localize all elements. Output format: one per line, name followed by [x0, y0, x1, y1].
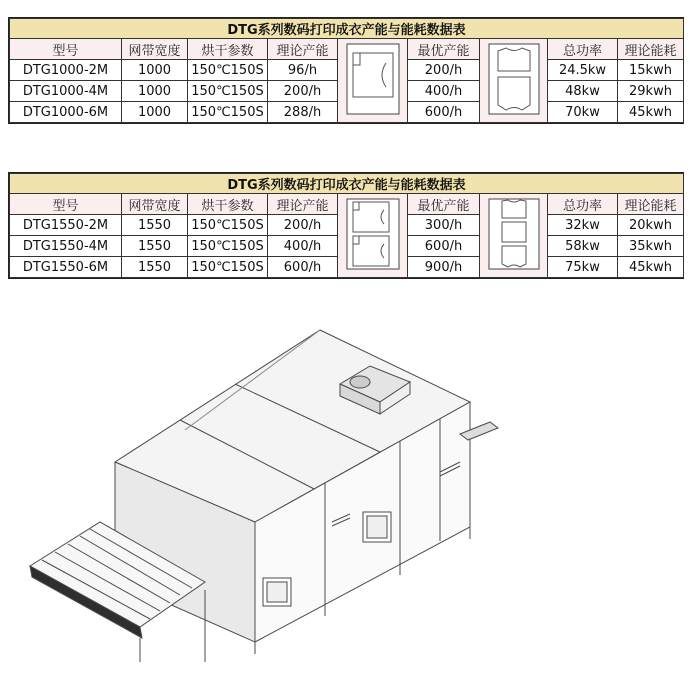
- cell-power: 75kw: [548, 257, 618, 278]
- shirt-layout-icon: [486, 196, 542, 272]
- header-model: 型号: [10, 194, 122, 215]
- cell-model: DTG1550-4M: [10, 236, 122, 257]
- cell-model: DTG1000-4M: [10, 81, 122, 102]
- header-belt-width: 网带宽度: [122, 194, 188, 215]
- cell-theory: 600/h: [268, 257, 338, 278]
- header-total-power: 总功率: [548, 194, 618, 215]
- shirt-layout-icon: [338, 194, 408, 278]
- shirt-layout-icon: [344, 41, 402, 117]
- cell-best: 600/h: [408, 236, 480, 257]
- conveyor-dryer-illustration: [20, 322, 500, 674]
- header-drying-params: 烘干参数: [188, 194, 268, 215]
- table-title: DTG系列数码打印成衣产能与能耗数据表: [10, 174, 684, 194]
- conveyor-dryer-icon: [20, 322, 500, 670]
- cell-width: 1550: [122, 257, 188, 278]
- shirt-layout-icon: [486, 41, 542, 117]
- cell-model: DTG1550-6M: [10, 257, 122, 278]
- table-title: DTG系列数码打印成衣产能与能耗数据表: [10, 19, 684, 39]
- cell-energy: 20kwh: [618, 215, 684, 236]
- cell-energy: 45kwh: [618, 257, 684, 278]
- shirt-layout-icon: [338, 39, 408, 123]
- cell-theory: 200/h: [268, 215, 338, 236]
- cell-model: DTG1550-2M: [10, 215, 122, 236]
- header-theory-capacity: 理论产能: [268, 39, 338, 60]
- cell-best: 200/h: [408, 60, 480, 81]
- cell-width: 1000: [122, 60, 188, 81]
- cell-best: 900/h: [408, 257, 480, 278]
- header-theory-energy: 理论能耗: [618, 39, 684, 60]
- cell-energy: 45kwh: [618, 102, 684, 123]
- cell-theory: 288/h: [268, 102, 338, 123]
- cell-model: DTG1000-6M: [10, 102, 122, 123]
- cell-power: 48kw: [548, 81, 618, 102]
- cell-theory: 400/h: [268, 236, 338, 257]
- cell-best: 600/h: [408, 102, 480, 123]
- cell-drying: 150℃150S: [188, 257, 268, 278]
- header-best-capacity: 最优产能: [408, 194, 480, 215]
- cell-width: 1000: [122, 81, 188, 102]
- cell-drying: 150℃150S: [188, 215, 268, 236]
- cell-power: 32kw: [548, 215, 618, 236]
- cell-theory: 96/h: [268, 60, 338, 81]
- cell-width: 1000: [122, 102, 188, 123]
- cell-power: 70kw: [548, 102, 618, 123]
- cell-power: 24.5kw: [548, 60, 618, 81]
- spec-table-1000: [8, 17, 684, 124]
- shirt-layout-icon: [480, 39, 548, 123]
- header-drying-params: 烘干参数: [188, 39, 268, 60]
- cell-energy: 29kwh: [618, 81, 684, 102]
- header-theory-energy: 理论能耗: [618, 194, 684, 215]
- shirt-layout-icon: [480, 194, 548, 278]
- spec-table-1550: [8, 172, 684, 279]
- header-model: 型号: [10, 39, 122, 60]
- cell-best: 300/h: [408, 215, 480, 236]
- header-best-capacity: 最优产能: [408, 39, 480, 60]
- cell-drying: 150℃150S: [188, 60, 268, 81]
- cell-theory: 200/h: [268, 81, 338, 102]
- cell-best: 400/h: [408, 81, 480, 102]
- cell-energy: 35kwh: [618, 236, 684, 257]
- header-belt-width: 网带宽度: [122, 39, 188, 60]
- shirt-layout-icon: [344, 196, 402, 272]
- header-total-power: 总功率: [548, 39, 618, 60]
- cell-energy: 15kwh: [618, 60, 684, 81]
- cell-drying: 150℃150S: [188, 236, 268, 257]
- cell-drying: 150℃150S: [188, 102, 268, 123]
- cell-width: 1550: [122, 236, 188, 257]
- header-theory-capacity: 理论产能: [268, 194, 338, 215]
- cell-power: 58kw: [548, 236, 618, 257]
- cell-model: DTG1000-2M: [10, 60, 122, 81]
- cell-width: 1550: [122, 215, 188, 236]
- cell-drying: 150℃150S: [188, 81, 268, 102]
